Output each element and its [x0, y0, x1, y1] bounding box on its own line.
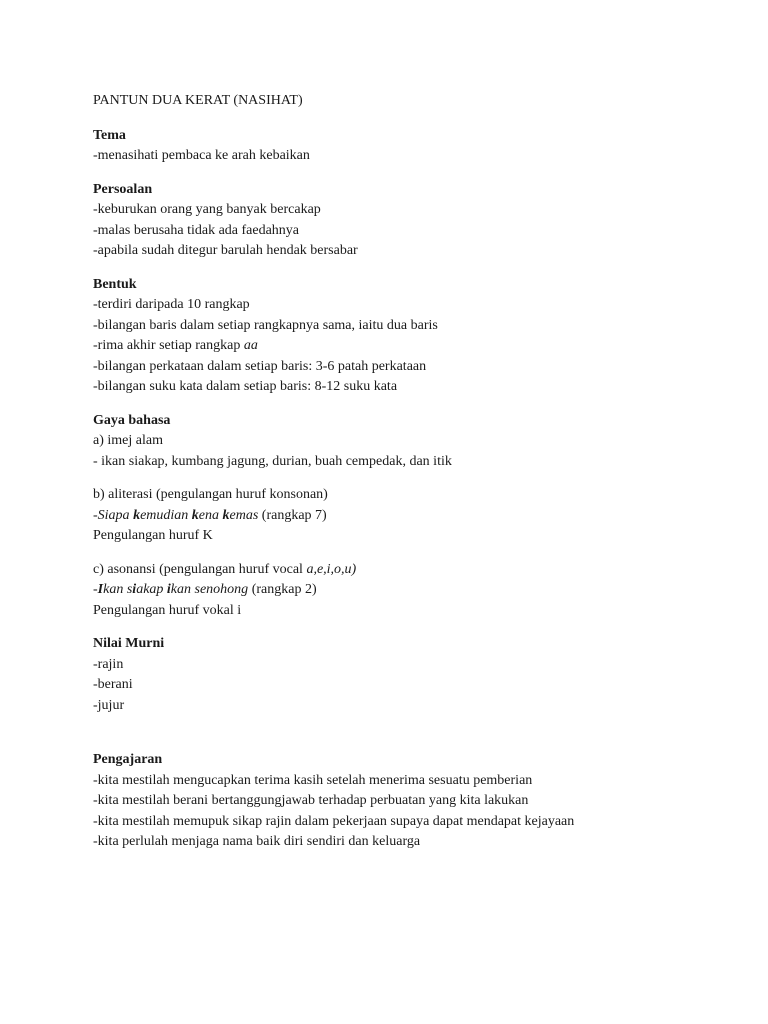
pengajaran-item: -kita mestilah memupuk sikap rajin dalam pekerjaan supaya dapat mendapat kejayaan	[93, 813, 575, 829]
gaya-a-label: a) imej alam	[93, 433, 163, 448]
bentuk-item: -terdiri daripada 10 rangkap	[93, 297, 250, 312]
gaya-c-example	[93, 580, 733, 601]
section-heading-gaya-bahasa: Gaya bahasa	[93, 412, 171, 428]
bentuk-item-rima	[93, 336, 733, 357]
rima-value: aa	[243, 338, 258, 353]
c-label-vowels: a,e,i,o,u)	[306, 561, 357, 577]
highlight-letter: k	[133, 507, 141, 523]
nilai-item: -berani	[93, 677, 133, 692]
example-word: emudian	[140, 507, 192, 523]
highlight-letter: i	[166, 582, 171, 597]
section-heading-persoalan: Persoalan	[93, 181, 153, 197]
persoalan-item: -malas berusaha tidak ada faedahnya	[93, 222, 300, 238]
section-bentuk	[93, 275, 733, 398]
example-word: akap	[136, 582, 167, 597]
persoalan-item: -apabila sudah ditegur barulah hendak bersabar	[93, 243, 358, 258]
highlight-letter: i	[132, 582, 137, 597]
gaya-b-note: Pengulangan huruf K	[93, 528, 213, 543]
nilai-item: -rajin	[93, 656, 124, 672]
section-nilai-murni	[93, 634, 733, 716]
rangkap-ref: (rangkap 7)	[258, 507, 327, 523]
section-heading-pengajaran: Pengajaran	[93, 752, 163, 767]
highlight-letter: I	[97, 582, 104, 597]
tema-item: -menasihati pembaca ke arah kebaikan	[93, 148, 310, 163]
gaya-b-label: b) aliterasi (pengulangan huruf konsonan)	[93, 487, 328, 502]
highlight-letter: k	[222, 507, 230, 523]
section-tema	[93, 126, 733, 167]
example-word: kan senohong	[170, 582, 249, 597]
c-label-prefix: c) asonansi (pengulangan huruf vocal	[93, 561, 307, 577]
example-word: kan s	[103, 582, 133, 597]
gaya-c-label	[93, 560, 733, 581]
pengajaran-item: -kita mestilah berani bertanggungjawab terhadap perbuatan yang kita lakukan	[93, 793, 529, 808]
section-heading-bentuk: Bentuk	[93, 276, 137, 292]
example-word: emas	[229, 507, 259, 523]
section-persoalan	[93, 180, 733, 262]
document-title: PANTUN DUA KERAT (NASIHAT)	[93, 93, 303, 108]
pengajaran-item: -kita perlulah menjaga nama baik diri sendiri dan keluarga	[93, 834, 421, 849]
section-heading-nilai-murni: Nilai Murni	[93, 636, 165, 651]
rima-prefix: -rima akhir setiap rangkap	[93, 338, 244, 353]
dash: -	[93, 507, 98, 523]
bentuk-item: -bilangan suku kata dalam setiap baris: 8-12 suku kata	[93, 379, 398, 394]
dash: -	[93, 582, 98, 597]
section-heading-tema: Tema	[93, 127, 126, 143]
gaya-c-note: Pengulangan huruf vokal i	[93, 602, 242, 618]
document-page	[93, 91, 733, 853]
bentuk-item: -bilangan perkataan dalam setiap baris: 3-6 patah perkataan	[93, 358, 427, 374]
rangkap-ref: (rangkap 2)	[248, 582, 317, 597]
persoalan-item: -keburukan orang yang banyak bercakap	[93, 202, 321, 217]
highlight-letter: k	[191, 507, 199, 523]
pengajaran-item: -kita mestilah mengucapkan terima kasih setelah menerima sesuatu pemberian	[93, 772, 533, 788]
bentuk-item: -bilangan baris dalam setiap rangkapnya sama, iaitu dua baris	[93, 317, 438, 333]
section-gaya-bahasa	[93, 411, 733, 622]
gaya-a-example: - ikan siakap, kumbang jagung, durian, buah cempedak, dan itik	[93, 453, 452, 469]
example-word: ena	[198, 507, 223, 523]
example-word: Siapa	[97, 507, 134, 523]
gaya-b-example	[93, 506, 733, 527]
nilai-item: -jujur	[93, 697, 125, 713]
section-pengajaran	[93, 750, 733, 853]
